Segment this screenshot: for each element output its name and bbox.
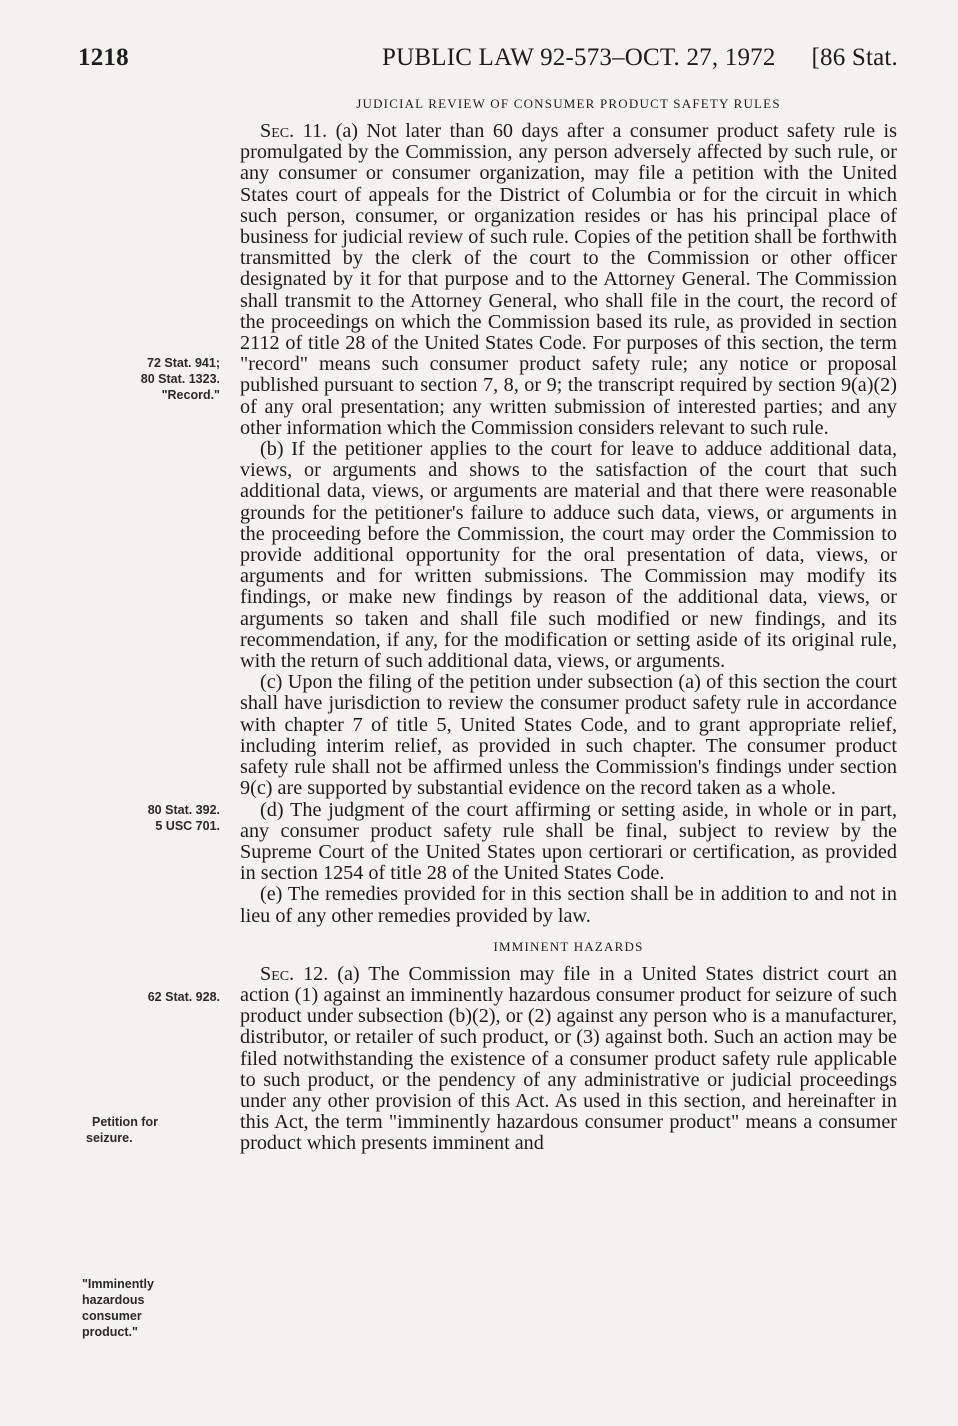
margin-note-80-stat-1323: 80 Stat. 1323. bbox=[140, 372, 220, 386]
margin-note-hazardous: hazardous bbox=[82, 1293, 145, 1307]
margin-note-consumer: consumer bbox=[82, 1309, 142, 1323]
margin-note-62-stat: 62 Stat. 928. bbox=[147, 990, 220, 1004]
sec-11-label: Sec. 11. bbox=[260, 120, 328, 142]
margin-note-seizure: seizure. bbox=[86, 1131, 133, 1145]
sec-11-a bbox=[240, 121, 897, 439]
sec-12-label: Sec. 12. bbox=[260, 962, 329, 985]
sec-11-b: (b) If the petitioner applies to the court for leave to adduce additional data, views, or arguments and shows to the satisfaction of the court that such additional data, views, or arguments are material and that there were reasonable grounds for the petitioner's failure to adduce such data, views, or arguments in the proceeding before the Commission, the court may order the Commission to provide additional opportunity for the oral presentation of data, views, or arguments and for written submissions. The Commission may modify its findings, or make new findings by reason of the additional data, views, or arguments so taken and shall file such modified or new findings, and its recommendation, if any, for the modification or setting aside of its original rule, with the return of such additional data, views, or arguments. bbox=[240, 438, 897, 673]
section-heading-imminent-hazards: IMMINENT HAZARDS bbox=[493, 938, 644, 954]
margin-note-80-stat-392: 80 Stat. 392. bbox=[147, 803, 220, 817]
sec-11-e: (e) The remedies provided for in this section shall be in addition to and not in lieu of any other remedies provided by law. bbox=[240, 883, 897, 927]
margin-note-petition: Petition for bbox=[92, 1115, 158, 1129]
margin-note-product: product." bbox=[82, 1325, 138, 1339]
page-header bbox=[78, 44, 898, 78]
sec-11-d: (d) The judgment of the court affirming or setting aside, in whole or in part, any consumer product safety rule shall be final, subject to review by the Supreme Court of the United States upon certiorari or certification, as provided in section 1254 of title 28 of the United States Code. bbox=[240, 798, 897, 885]
page-number: 1218 bbox=[78, 44, 129, 71]
stat-reference: [86 Stat. bbox=[811, 44, 898, 71]
main-text bbox=[240, 96, 897, 1155]
margin-note-record: "Record." bbox=[161, 388, 220, 402]
margin-note-72-stat: 72 Stat. 941; bbox=[147, 356, 220, 370]
sec-11-a-text: (a) Not later than 60 days after a consumer product safety rule is promulgated by the Commission, any person adversely affected by such rule, or any consumer or consumer organization, may file a petition with the United States court of appeals for the District of Columbia or for the circuit in which such person, consumer, or organization resides or has his principal place of business for judicial review of such rule. Copies of the petition shall be forthwith transmitted by the clerk of the court to the Commission or other officer designated by it for that purpose and to the Attorney General. The Commission shall transmit to the Attorney General, who shall file in the court, the record of the proceedings on which the Commission based its rule, as provided in section 2112 of title 28 of the United States Code. For purposes of this section, the term "record" means such consumer product safety rule; any notice or proposal published pursuant to section 7, 8, or 9; the transcript required by section 9(a)(2) of any oral presentation; any written submission of interested parties; and any other information which the Commission considers relevant to such rule. bbox=[240, 120, 897, 439]
sec-11-c: (c) Upon the filing of the petition under subsection (a) of this section the court shall have jurisdiction to review the consumer product safety rule in accordance with chapter 7 of title 5, United States Code, and to grant appropriate relief, including interim relief, as provided in such chapter. The consumer product safety rule shall not be affirmed unless the Commission's findings under section 9(c) are supported by substantial evidence on the record taken as a whole. bbox=[240, 671, 897, 800]
margin-note-imminently: "Imminently bbox=[82, 1277, 154, 1291]
sec-12-a bbox=[240, 964, 897, 1155]
page-title: PUBLIC LAW 92-573–OCT. 27, 1972 bbox=[382, 44, 776, 71]
margin-note-5-usc: 5 USC 701. bbox=[155, 819, 220, 833]
section-heading-judicial-review: JUDICIAL REVIEW OF CONSUMER PRODUCT SAFETY RULES bbox=[356, 96, 781, 111]
sec-12-a-text: (a) The Commission may file in a United States district court an action (1) against an imminently hazardous consumer product for seizure of such product under subsection (b)(2), or (2) against any person who is a manufacturer, distributor, or retailer of such product, or (3) against both. Such an action may be filed notwithstanding the existence of a consumer product safety rule applicable to such product, or the pendency of any administrative or judicial proceedings under any other provision of this Act. As used in this section, and hereinafter in this Act, the term "imminently hazardous consumer product" means a consumer product which presents imminent and bbox=[240, 962, 897, 1155]
